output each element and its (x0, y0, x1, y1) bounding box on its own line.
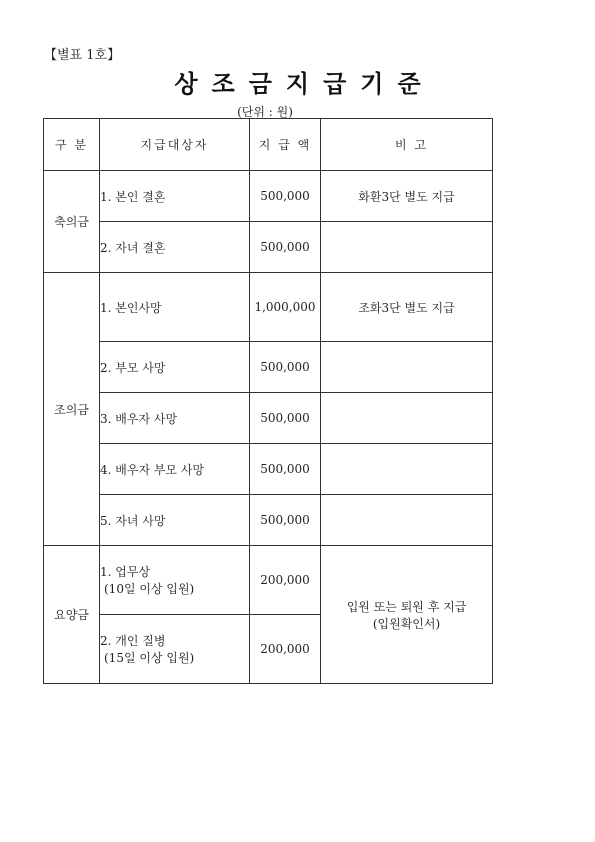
annex-label: 【별표 1호】 (44, 48, 121, 63)
remarks-cell (321, 444, 493, 495)
remarks-cell (321, 393, 493, 444)
remarks-cell (321, 495, 493, 546)
unit-note: (단위 : 원) (237, 105, 293, 119)
amount-cell: 500,000 (250, 444, 321, 495)
group-label-congrat: 축의금 (44, 171, 100, 273)
remarks-note: (입원확인서) (372, 616, 441, 631)
target-cell: 2. 자녀 결혼 (100, 222, 250, 273)
amount-cell: 500,000 (250, 393, 321, 444)
amount-cell: 500,000 (250, 171, 321, 222)
target-cell: 4. 배우자 부모 사망 (100, 444, 250, 495)
table-row (44, 222, 493, 273)
target-line: 1. 업무상 (100, 565, 151, 579)
remarks-line: 입원 또는 퇴원 후 지급 (346, 599, 467, 614)
amount-cell: 500,000 (250, 222, 321, 273)
header-remarks: 비 고 (321, 119, 493, 171)
table-row (44, 171, 493, 222)
amount-cell: 500,000 (250, 495, 321, 546)
amount-cell: 200,000 (250, 546, 321, 615)
amount-cell: 500,000 (250, 342, 321, 393)
target-cell: 1. 본인 결혼 (100, 171, 250, 222)
target-cell: 3. 배우자 사망 (100, 393, 250, 444)
remarks-cell: 조화3단 별도 지급 (321, 273, 493, 342)
target-condition: (10일 이상 입원) (104, 582, 195, 596)
target-cell (100, 546, 250, 615)
remarks-cell (321, 546, 493, 684)
table-row (44, 393, 493, 444)
table-row (44, 342, 493, 393)
target-cell: 5. 자녀 사망 (100, 495, 250, 546)
header-amount: 지 급 액 (250, 119, 321, 171)
header-category: 구 분 (44, 119, 100, 171)
remarks-cell (321, 342, 493, 393)
remarks-cell: 화환3단 별도 지급 (321, 171, 493, 222)
amount-cell: 200,000 (250, 615, 321, 684)
group-label-recovery: 요양금 (44, 546, 100, 684)
target-cell: 2. 부모 사망 (100, 342, 250, 393)
payment-standards-table (43, 118, 493, 684)
table-row (44, 273, 493, 342)
table-row (44, 495, 493, 546)
remarks-cell (321, 222, 493, 273)
table-row (44, 546, 493, 615)
target-condition: (15일 이상 입원) (104, 651, 195, 665)
amount-cell: 1,000,000 (250, 273, 321, 342)
table-row (44, 444, 493, 495)
header-row (44, 119, 493, 171)
document-title: 상조금지급기준 (174, 70, 435, 98)
group-label-condolence: 조의금 (44, 273, 100, 546)
target-cell (100, 615, 250, 684)
target-line: 2. 개인 질병 (100, 634, 166, 648)
header-target: 지급대상자 (100, 119, 250, 171)
target-cell: 1. 본인사망 (100, 273, 250, 342)
